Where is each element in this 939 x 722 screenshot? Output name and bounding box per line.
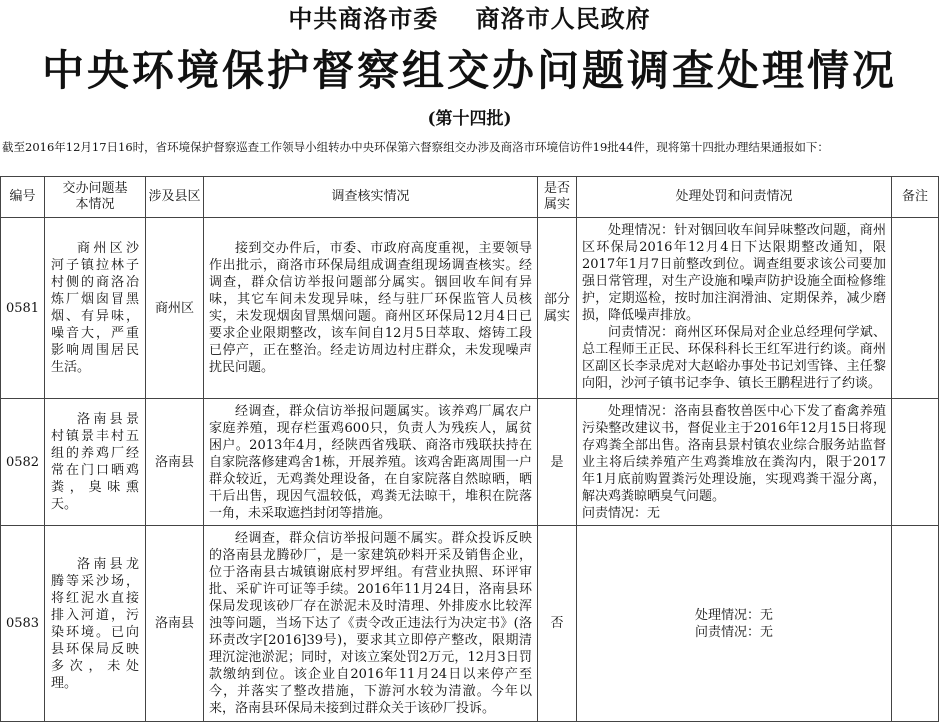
row-id: 0582 — [1, 399, 45, 526]
row-summary: 洛南县龙腾等采沙场，将红泥水直接排入河道，污染环境。已向县环保局反映多次，未处理。 — [45, 526, 146, 722]
row-county: 洛南县 — [146, 526, 204, 722]
row-summary: 商州区沙河子镇拉林子村侧的商洛冶炼厂烟囱冒黑烟、有异味，噪音大，严重影响周围居民生活。 — [45, 218, 146, 399]
table-row — [1, 218, 939, 399]
publisher-gov: 商洛市人民政府 — [475, 4, 651, 33]
col-header-handling: 处理处罚和问责情况 — [577, 177, 892, 218]
row-remarks — [892, 526, 939, 722]
row-investigation: 经调查，群众信访举报问题不属实。群众投诉反映的洛南县龙腾砂厂，是一家建筑砂料开采及销售企业，位于洛南县古城镇谢底村罗坪组。有营业执照、环评审批、采矿许可证等手续。2016年11月24日，洛南县环保局发现该砂厂存在淤泥未及时清理、外排废水比较浑浊等问题，当场下达了《责令改正违法行为决定书》(洛环责改字[2016]39号)，要求其立即停产整改，限期清理沉淀池淤泥；同时，对该立案处罚2万元，12月3日罚款缴纳到位。该企业自2016年11月24日以来停产至今，并落实了整改措施，下游河水较为清澈。今年以来，洛南县环保局未接到过群众关于该砂厂投诉。 — [204, 526, 538, 722]
row-verified: 是 — [538, 399, 577, 526]
publisher-line — [0, 4, 939, 34]
row-investigation: 接到交办件后，市委、市政府高度重视，主要领导作出批示，商洛市环保局组成调查组现场调查核实。经调查，群众信访举报问题部分属实。铟回收车间有异味，其它车间未发现异味，经与驻厂环保监管人员核实，未发现烟囱冒黑烟问题。商州区环保局12月4日已要求企业限期整改，该车间自12月5日萃取、熔铸工段已停产，正在整治。经走访周边村庄群众，未发现噪声扰民问题。 — [204, 218, 538, 399]
table-row — [1, 399, 939, 526]
col-header-summary: 交办问题基本情况 — [45, 177, 146, 218]
page-title: 中央环境保护督察组交办问题调查处理情况 — [41, 46, 897, 95]
issues-table — [0, 176, 939, 722]
row-remarks — [892, 399, 939, 526]
row-verified: 部分属实 — [538, 218, 577, 399]
col-header-remarks: 备注 — [892, 177, 939, 218]
batch-label: (第十四批) — [427, 109, 512, 129]
table-row — [1, 526, 939, 722]
row-investigation: 经调查，群众信访举报问题属实。该养鸡厂属农户家庭养殖，现存栏蛋鸡600只，负责人为残疾人，属贫困户。2013年4月，经陕西省残联、商洛市残联扶持在自家院落修建鸡舍1栋，开展养殖。该鸡舍距离周围一户群众较近，无鸡粪处理设备，在自家院落自然晾晒，晒干后出售，现因气温较低，鸡粪无法晾干，堆积在院落一角，未采取遮挡封闭等措施。 — [204, 399, 538, 526]
col-header-id: 编号 — [1, 177, 45, 218]
intro-text: 截至2016年12月17日16时，省环境保护督察巡查工作领导小组转办中央环保第六督察组交办涉及商洛市环境信访件19批44件，现将第十四批办理结果通报如下： — [2, 140, 829, 154]
row-handling: 处理情况：针对铟回收车间异味整改问题，商州区环保局2016年12月4日下达限期整改通知，限2017年1月7日前整改到位。调查组要求该公司要加强日常管理，对生产设施和噪声防护设施全面检修维护，定期巡检，按时加注润滑油、定期保养，减少磨损，降低噪声排放。 问责情况：商州区环保局对企业总经理何学斌、总工程师王正民、环保科科长王红军进行约谈。商州区副区长李录虎对大赵峪办事处书记刘雪锋、主任黎向阳，沙河子镇书记李争、镇长王鹏程进行了约谈。 — [577, 218, 892, 399]
col-header-county: 涉及县区 — [146, 177, 204, 218]
row-county: 洛南县 — [146, 399, 204, 526]
row-verified: 否 — [538, 526, 577, 722]
row-remarks — [892, 218, 939, 399]
col-header-verified: 是否属实 — [538, 177, 577, 218]
row-summary: 洛南县景村镇景丰村五组的养鸡厂经常在门口晒鸡粪，臭味熏天。 — [45, 399, 146, 526]
row-county: 商州区 — [146, 218, 204, 399]
col-header-investigation: 调查核实情况 — [204, 177, 538, 218]
row-id: 0583 — [1, 526, 45, 722]
row-id: 0581 — [1, 218, 45, 399]
row-handling: 处理情况：无 问责情况：无 — [577, 526, 892, 722]
publisher-party: 中共商洛市委 — [288, 4, 439, 33]
row-handling: 处理情况：洛南县畜牧兽医中心下发了畜禽养殖污染整改建议书，督促业主于2016年12月15日将现存鸡粪全部出售。洛南县景村镇农业综合服务站监督业主将后续养殖产生鸡粪堆放在粪沟内，限于2017年1月底前购置粪污处理设施，实现鸡粪干湿分离，解决鸡粪晾晒臭气问题。 问责情况：无 — [577, 399, 892, 526]
table-header-row — [1, 177, 939, 218]
